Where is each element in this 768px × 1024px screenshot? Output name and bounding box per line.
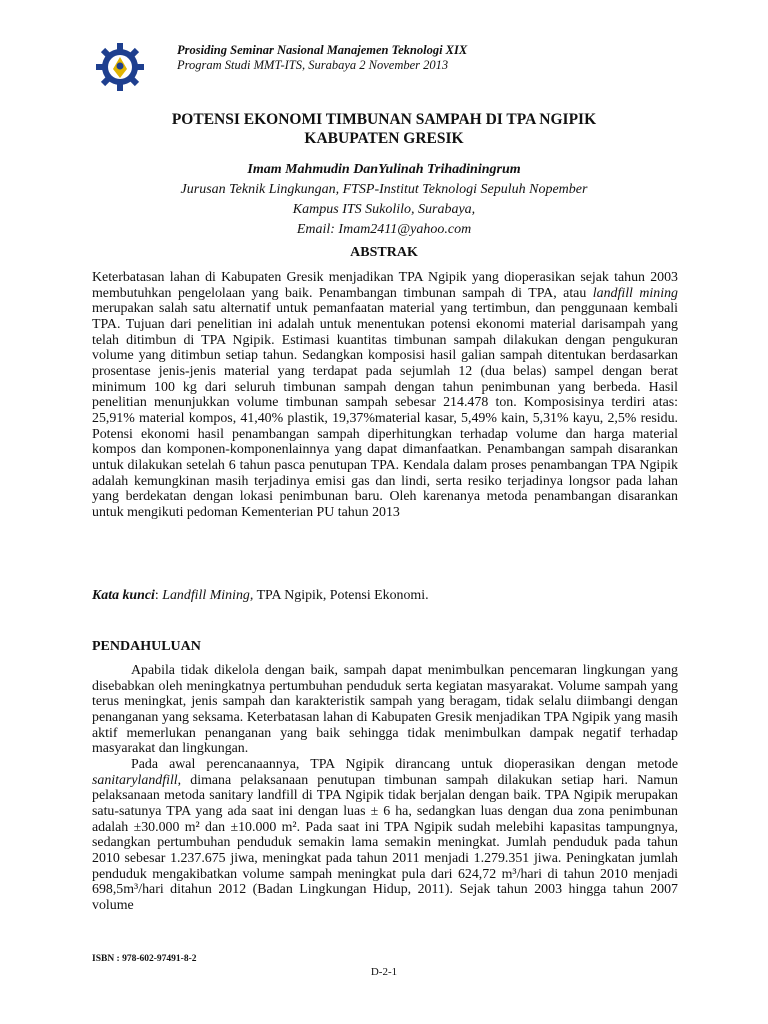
proceedings-header (177, 43, 467, 73)
intro-paragraph-1: Apabila tidak dikelola dengan baik, sampah dapat menimbulkan pencemaran lingkungan yang disebabkan oleh meningkatnya pertumbuhan penduduk serta kegiatan masyarakat. Volume sampah yang terus meningkat, jenis sampah dan karakteristik sampah yang beragam, tidak selalu diimbangi dengan penanganan yang seksama. Keterbatasan lahan di Kabupaten Gresik menjadikan TPA Ngipik yang masih aktif memerlukan penanganan yang baik sehingga tidak menimbulkan dampak negatif terhadap masyarakat dan lingkungan. (92, 663, 678, 757)
abstract-term: landfill mining (592, 285, 678, 301)
introduction-body (92, 663, 678, 914)
title-line-2: KABUPATEN GRESIK (304, 130, 464, 147)
its-gear-emblem-icon (95, 42, 145, 92)
author-names: Imam Mahmudin DanYulinah Trihadiningrum (247, 162, 521, 177)
proceedings-name: Prosiding Seminar Nasional Manajemen Teknologi XIX (177, 43, 468, 57)
introduction-heading: PENDAHULUAN (92, 639, 201, 654)
title-line-1: POTENSI EKONOMI TIMBUNAN SAMPAH DI TPA NGIPIK (171, 111, 597, 128)
isbn: ISBN : 978-602-97491-8-2 (92, 954, 197, 964)
keywords-rest: TPA Ngipik, Potensi Ekonomi. (253, 588, 429, 603)
keywords-line: Kata kunci: Landfill Mining, TPA Ngipik, Potensi Ekonomi. (92, 588, 429, 603)
intro-p2-text-b: , dimana pelaksanaan penutupan timbunan sampah dilakukan setiap hari. Namun pelaksanaan metoda sanitary landfill di TPA Ngipik tidak berjalan dengan baik. TPA Ngipik merupakan satu-satunya TPA yang ada saat ini dengan luas ± 6 ha, sedangkan luas dengan dua zona penimbunan adalah ±30.000 m² dan ±10.000 m². Pada saat ini TPA Ngipik sudah melebihi kapasitas tampungnya, sedangkan pertumbuhan penduduk semakin lama semakin meningkat. Jumlah penduduk pada tahun 2010 sebesar 1.237.675 jiwa, meningkat pada tahun 2011 menjadi 1.279.351 jiwa. Peningkatan jumlah penduduk mengakibatkan volume sampah meningkat pula dari 624,72 m³/hari di tahun 2010 menjadi 698,5m³/hari ditahun 2012 (Badan Lingkungan Hidup, 2011). Sejak tahun 2003 hingga tahun 2007 volume (92, 772, 678, 913)
proceedings-date: Program Studi MMT-ITS, Surabaya 2 November 2013 (177, 58, 449, 72)
page-number: D-2-1 (370, 966, 398, 978)
abstract-heading: ABSTRAK (350, 245, 418, 260)
intro-paragraph-2 (92, 757, 678, 914)
author-affiliation: Jurusan Teknik Lingkungan, FTSP-Institut Teknologi Sepuluh Nopember (180, 182, 588, 197)
keywords-label: Kata kunci (92, 588, 155, 603)
abstract-body (92, 270, 678, 521)
keywords-term: Landfill Mining, (162, 588, 254, 603)
intro-p2-term: sanitarylandfill (92, 772, 178, 788)
author-email: Email: Imam2411@yahoo.com (296, 222, 472, 237)
intro-p2-text-a: Pada awal perencanaannya, TPA Ngipik dirancang untuk dioperasikan dengan metode (131, 756, 678, 772)
author-block (60, 160, 708, 240)
abstract-text-a: Keterbatasan lahan di Kabupaten Gresik menjadikan TPA Ngipik yang dioperasikan sejak tahun 2003 membutuhkan pengelolaan yang baik. Penambangan timbunan sampah di TPA, atau (92, 270, 678, 301)
author-address: Kampus ITS Sukolilo, Surabaya, (292, 202, 476, 217)
abstract-text-b: merupakan salah satu alternatif untuk pemanfaatan material yang tertimbun, dan penggunaan kembali TPA. Tujuan dari penelitian ini adalah untuk menentukan potensi ekonomi material darisampah yang telah ditimbun di TPA Ngipik. Estimasi kuantitas timbunan sampah dilakukan dengan pengukuran volume yang ditimbun setiap tahun. Sedangkan komposisi hasil galian sampah ditentukan berdasarkan prosentase jenis-jenis material yang terdapat pada sejumlah 12 (dua belas) sampel dengan berat minimum 100 kg dari seluruh timbunan sampah dengan tahun penimbunan yang berbeda. Hasil penelitian menunjukkan volume timbunan sampah sebesar 214.478 ton. Komposisinya terdiri atas: 25,91% material kompos, 41,40% plastik, 19,37%material kasar, 5,49% kain, 5,31% kayu, 2,5% residu. Potensi ekonomi hasil penambangan sampah diperhitungkan terhadap volume dan harga material kompos dan komponen-komponenlainnya yang dapat dimanfaatkan. Penambangan sampah disarankan untuk dilakukan setelah 6 tahun pasca penutupan TPA. Kendala dalam proses penambangan TPA Ngipik adalah kemungkinan masih terjadinya emisi gas dan lindi, serta resiko terjadinya longsor pada lahan yang berdekatan dengan lokasi penimbunan baru. Oleh karenanya metoda penambangan disarankan untuk mengikuti pedoman Kementerian PU tahun 2013 (92, 301, 678, 520)
paper-title (60, 110, 708, 148)
